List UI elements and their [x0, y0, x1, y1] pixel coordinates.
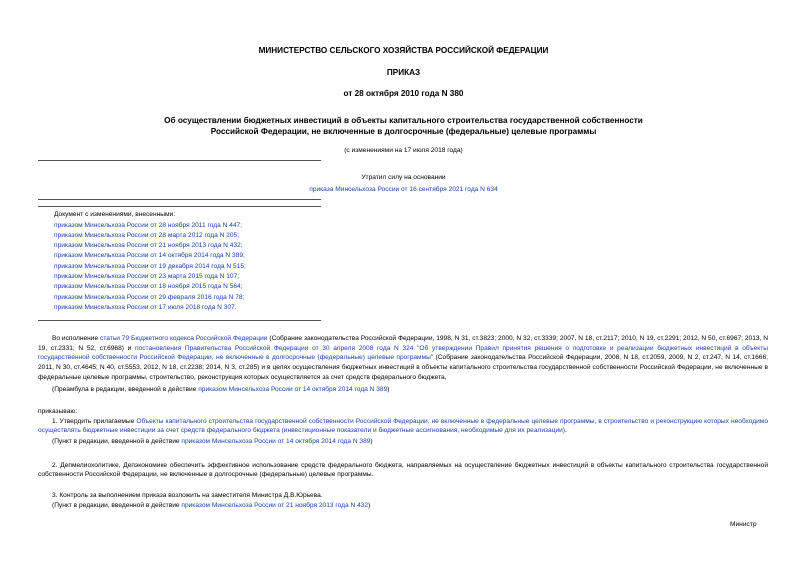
- note-text: ): [368, 502, 371, 509]
- repeal-link[interactable]: приказа Минсельхоза России от 16 сентября 2021 года N 634: [309, 186, 498, 193]
- change-link[interactable]: приказом Минсельхоза России от 29 февраля 2016 года N 78;: [54, 293, 245, 301]
- objects-list-link[interactable]: Объекты капитального строительства государственной собственности Российской Федерации, не включенные в федеральные целевые программы, в строительство и реконструкцию которых необходимо осуществлять бюджетные инвестиции за счет средств федерального бюджета (инвестиционные показатели и бюджетные ассигнования, необходимые для их реализации): [38, 418, 768, 434]
- changes-heading: Документ с изменениями, внесенными:: [54, 211, 176, 218]
- preamble-paragraph: [38, 334, 768, 382]
- clause-3: 3. Контроль за выполнением приказа возложить на заместителя Министра Д.В.Юрьева.: [52, 492, 323, 499]
- clause-3-amendment-note: [52, 502, 370, 511]
- government-resolution-link[interactable]: постановления Правительства Российской Федерации от 30 апреля 2008 года N 324 "Об утверждении Правил принятия решения о подготовке и реализации бюджетных инвестиций в объекты государственной собственности Российской Федерации, не включенные в долгосрочные (федеральные) целевые программы": [38, 344, 768, 362]
- divider: [38, 160, 321, 161]
- divider: [38, 320, 321, 321]
- change-link[interactable]: приказом Минсельхоза России от 18 ноября 2015 года N 564;: [54, 283, 243, 291]
- clause-2: 2. Депмелиохолитике, Депэкономике обеспечить эффективное использование средств федерального бюджета, направляемых на осуществление бюджетных инвестиций в объекты капитального строительства государственной собственности Российской Федерации, не включенные в долгосрочные (федеральные) целевые программы.: [38, 462, 768, 478]
- clause-text: 1. Утвердить прилагаемые: [52, 418, 137, 425]
- clause-text: .: [565, 426, 567, 434]
- edition-note: (с изменениями на 17 июля 2018 года): [344, 147, 463, 154]
- note-text: (Пункт в редакции, введенной в действие: [52, 502, 182, 509]
- preamble-text: (Собрание законодательства Российской Федерации, 2008, N 18, ст.2059, 2009, N 2, ст.247, N 14, ст.1666; 2011, N 30, ст.4645; N 40, ст.5553, 2012, N 18, ст.2238; 2014, N 3, ст.285) и в целях осуществления бюджетных инвестиций в объекты капитального строительства государственной собственности Российской Федерации, не включенные в федеральные целевые программы, строительство, реконструкция которых осуществляется за счет средств федерального бюджета,: [38, 354, 768, 381]
- preamble-amendment-note: [52, 386, 389, 395]
- changes-list: [54, 222, 246, 315]
- repeal-note: Утратил силу на основании: [361, 174, 446, 181]
- ministry-heading: МИНИСТЕРСТВО СЕЛЬСКОГО ХОЗЯЙСТВА РОССИЙСКОЙ ФЕДЕРАЦИИ: [258, 46, 549, 55]
- preamble-text: (Собрание законодательства Российской Федерации, 1998, N 31, ст.3823; 2000, N 32, ст.3339; 2007, N 18, ст.2117; 2010, N 19, ст.2291; 2012, N 50, ст.6967; 2013, N 19, ст.2331; N 52, ст.6968) и: [38, 335, 768, 352]
- amendment-link[interactable]: приказом Минсельхоза России от 14 октября 2014 года N 389: [181, 438, 371, 445]
- divider: [38, 199, 321, 200]
- note-text: (Преамбула в редакции, введенной в действие: [52, 386, 199, 393]
- document-title: Об осуществлении бюджетных инвестиций в объекты капитального строительства государственной собственности Российской Федерации, не включенные в долгосрочные (федеральные) целевые программы: [164, 116, 643, 136]
- note-text: (Пункт в редакции, введенной в действие: [52, 438, 182, 445]
- clause-1: [38, 418, 768, 436]
- doc-date-number: от 28 октября 2010 года N 380: [343, 89, 464, 98]
- signature: Министр: [730, 521, 757, 528]
- clause-1-amendment-note: [52, 438, 373, 447]
- order-word: приказываю:: [38, 408, 78, 415]
- divider: [38, 206, 321, 207]
- note-text: ): [387, 386, 390, 393]
- doc-type-heading: ПРИКАЗ: [386, 68, 421, 77]
- change-link[interactable]: приказом Минсельхоза России от 14 октября 2014 года N 389;: [54, 252, 245, 260]
- preamble-text: Во исполнение: [52, 335, 101, 342]
- change-link[interactable]: приказом Минсельхоза России от 21 ноября 2013 года N 432;: [54, 242, 243, 250]
- budget-code-link[interactable]: статьи 79 Бюджетного кодекса Российской Федерации: [100, 335, 268, 342]
- change-link[interactable]: приказом Минсельхоза России от 17 июля 2018 года N 307.: [54, 303, 237, 311]
- change-link[interactable]: приказом Минсельхоза России от 28 марта 2012 года N 205;: [54, 231, 240, 239]
- change-link[interactable]: приказом Минсельхоза России от 19 декабря 2014 года N 515;: [54, 262, 246, 270]
- amendment-link[interactable]: приказом Минсельхоза России от 21 ноября 2013 года N 432: [181, 502, 369, 509]
- note-text: ): [370, 438, 373, 445]
- change-link[interactable]: приказом Минсельхоза России от 23 марта 2015 года N 107;: [54, 272, 240, 280]
- change-link[interactable]: приказом Минсельхоза России от 28 ноября 2011 года N 447;: [54, 221, 243, 229]
- amendment-link[interactable]: приказом Минсельхоза России от 14 октября 2014 года N 389: [198, 386, 388, 393]
